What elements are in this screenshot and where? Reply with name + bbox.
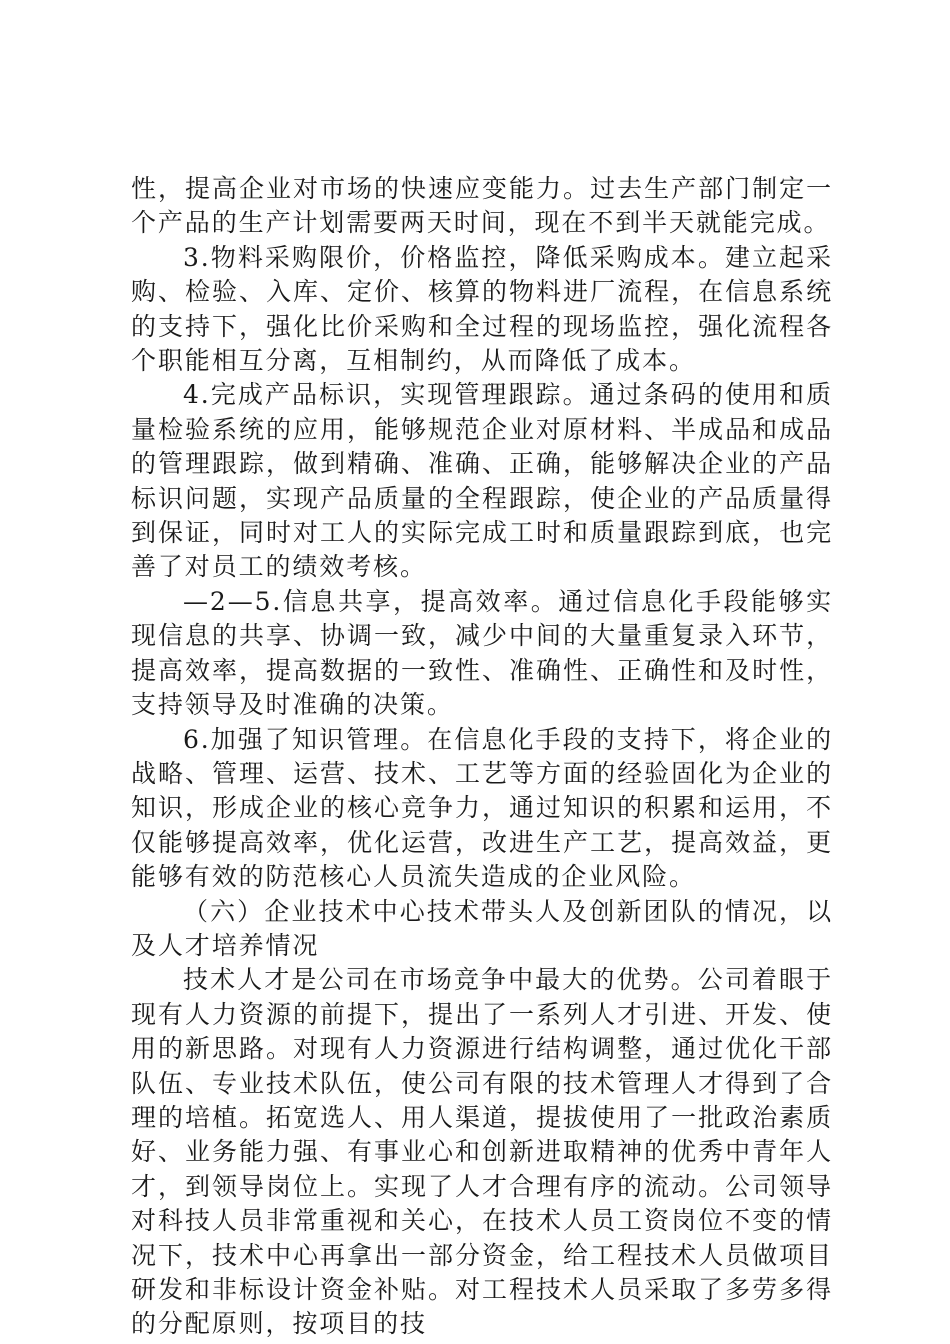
paragraph-talent: 技术人才是公司在市场竞争中最大的优势。公司着眼于现有人力资源的前提下，提出了一系列人才引进、开发、使用的新思路。对现有人力资源进行结构调整，通过优化干部队伍、专业技术队伍，使公司有限的技术管理人才得到了合理的培植。拓宽选人、用人渠道，提拔使用了一批政治素质好、业务能力强、有事业心和创新进取精神的优秀中青年人才，到领导岗位上。实现了人才合理有序的流动。公司领导对科技人员非常重视和关心，在技术人员工资岗位不变的情况下，技术中心再拿出一部分资金，给工程技术人员做项目研发和非标设计资金补贴。对工程技术人员采取了多劳多得的分配原则，按项目的技 [131,965,833,1339]
paragraph-continuation: 性，提高企业对市场的快速应变能力。过去生产部门制定一个产品的生产计划需要两天时间，现在不到半天就能完成。 [131,174,833,238]
section-heading: （六）企业技术中心技术带头人及创新团队的情况，以及人才培养情况 [131,896,833,960]
paragraph-item-4: 4.完成产品标识，实现管理跟踪。通过条码的使用和质量检验系统的应用，能够规范企业对原材料、半成品和成品的管理跟踪，做到精确、准确、正确，能够解决企业的产品标识问题，实现产品质量的全程跟踪，使企业的产品质量得到保证，同时对工人的实际完成工时和质量跟踪到底，也完善了对员工的绩效考核。 [131,380,833,582]
paragraph-item-3: 3.物料采购限价，价格监控，降低采购成本。建立起采购、检验、入库、定价、核算的物料进厂流程，在信息系统的支持下，强化比价采购和全过程的现场监控，强化流程各个职能相互分离，互相制约，从而降低了成本。 [131,242,833,376]
paragraph-item-6: 6.加强了知识管理。在信息化手段的支持下，将企业的战略、管理、运营、技术、工艺等方面的经验固化为企业的知识，形成企业的核心竞争力，通过知识的积累和运用，不仅能够提高效率，优化运营，改进生产工艺，提高效益，更能够有效的防范核心人员流失造成的企业风险。 [131,724,833,892]
paragraph-item-5: —2—5.信息共享，提高效率。通过信息化手段能够实现信息的共享、协调一致，减少中间的大量重复录入环节，提高效率，提高数据的一致性、准确性、正确性和及时性，支持领导及时准确的决策。 [131,586,833,720]
document-body [131,172,833,1342]
